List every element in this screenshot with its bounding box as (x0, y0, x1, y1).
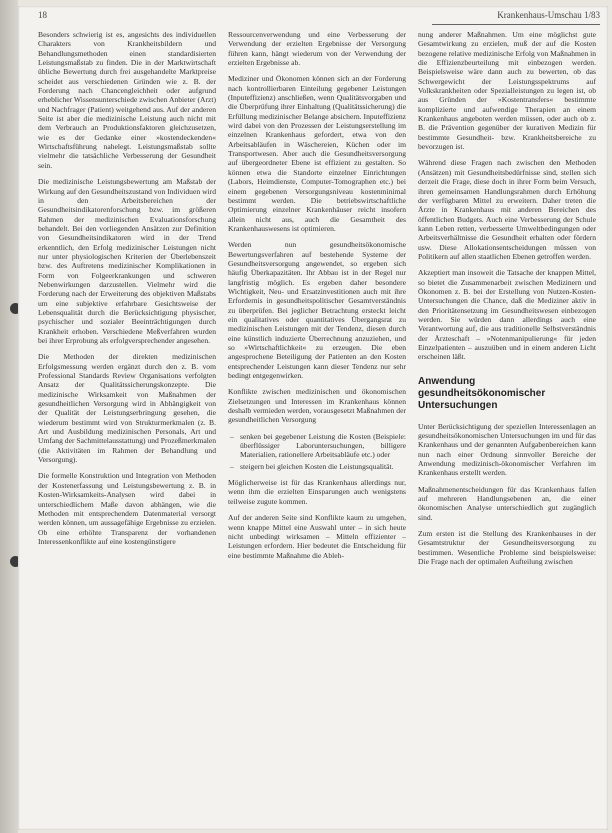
header-rule (432, 24, 600, 25)
bullet-list (228, 432, 406, 471)
binding-gutter (0, 0, 18, 833)
list-item: – steigern bei gleichen Kosten die Leistungsqualität. (240, 462, 406, 471)
text-column-1 (38, 30, 216, 825)
paragraph: Möglicherweise ist für das Krankenhaus allerdings nur, wenn ihm die erzielten Einsparungen auch wenigstens teilweise zugute kommen. (228, 478, 406, 506)
paragraph: Werden nun gesundheitsökonomische Bewertungsverfahren auf bestehende Systeme der Gesundheitsversorgung angewendet, so ergeben sich häufig Überkapazitäten. Ihr Abbau ist in der Regel nur langfristig möglich. Es ergeben daher besondere Wichtigkeit, Neu- und Ersatzinvestitionen auch mit ihre Erfordernis in gesundheitspolitischer Gesamtverständnis zu überprüfen. Bei jeglicher Betrachtung ersteckt leicht ein qualitatives oder quantitatives Übergangsrat zu medizinischen Leistungen mit der Tendenz, diesen durch eine künstlich induzierte Überrechnung anzuziehen, und so »Wirtschaftlichkeit« zu erzeugen. Die eben angesprochene Beteiligung der Patienten an den Kosten entsprechender Leistungen kann dieser Tendenz nur sehr bedingt entgegenwirken. (228, 240, 406, 381)
paragraph: Während diese Fragen nach zwischen den Methoden (Ansätzen) mit Gesundheitsbedürfnisse sind, stellen sich derzeit die Frage, diese doch in ihrer Form beim Versuch, ihren gemeinsamen Handlungsrahmen durch Erhöhung der verfügbaren Mittel zu erweitern. Daher treten die Ärzte in Krankenhaus mit anderen Bereichen des öffentlichen Budgets. Auch eine Verbesserung der Schule kann Leben retten, verbesserte Umweltbedingungen oder Arbeitsverhältnisse die Gesundheit erhalten oder fördern usw. Diese Allokationsentscheidungen müssen von Politikern auf allen staatlichen Ebenen getroffen werden. (418, 158, 596, 261)
paragraph: Akzeptiert man insoweit die Tatsache der knappen Mittel, so bietet die Zusammenarbeit zwischen Medizinern und Ökonomen z. B. bei der Erstellung von Nutzen-Kosten-Untersuchungen die Chance, daß die Mediziner aktiv in den Prioritätensetzung im Gesundheitswesen einbezogen werden. Sie würden dann allerdings auch eine Verantwortung auf, die aus traditionelle Selbstverständnis der Ärzteschaft – »Notenmanipulierung« für jeden Einzelpatienten – auszuüben und in einem anderen Licht erscheinen läßt. (418, 268, 596, 362)
journal-title: Krankenhaus-Umschau 1/83 (497, 10, 600, 20)
paragraph: Zum ersten ist die Stellung des Krankenhauses in der Gesamtstruktur der Gesundheitsversorgung zu bestimmen. Wesentliche Probleme sind beispielsweise: Die Frage nach der optimalen Aufteilung zwischen (418, 529, 596, 567)
paragraph: Auf der anderen Seite sind Konflikte kaum zu umgehen, wenn knappe Mittel eine Auswahl unter – in sich heute nicht unbedingt wirksamen – Mitteln effizienter – Leistungen erfordern. Hier bedeutet die Entscheidung für eine bestimmte Maßnahme die Ableh- (228, 513, 406, 560)
section-heading: Anwendung gesundheitsökonomischer Untersuchungen (418, 375, 546, 411)
paragraph: Konflikte zwischen medizinischen und ökonomischen Zielsetzungen und Interessen im Krankenhaus können deshalb vermieden werden, vorausgesetzt Maßnahmen der gesundheitlichen Versorgung (228, 387, 406, 425)
list-item: – senken bei gegebener Leistung die Kosten (Beispiele: überflüssiger Laboruntersuchungen, billigere Materialien, rationellere Arbeitsabläufe etc.) oder (240, 432, 406, 460)
paragraph: Ressourcenverwendung und eine Verbesserung der Verwendung der erzielten Ergebnisse der Versorgung führen kann, hängt wiederum von der Verwendung der erzielten Ergebnisse ab. (228, 30, 406, 68)
paragraph: Besonders schwierig ist es, angesichts des individuellen Charakters von Krankheitsbildern und Behandlungsmethoden einen standardisierten Leistungsmaßstab zu finden. Die in der Marktwirtschaft übliche Bewertung durch frei ausgehandelte Marktpreise scheidet aus verschiedenen Gründen wie z. B. der Forderung nach Chancengleichheit oder aufgrund erheblicher Wissensunterschiede zwischen Anbieter (Arzt) und Nachfrager (Patient) weitgehend aus. Auf der anderen Seite ist aber die medizinische Leistung auch nicht mit dem Verbrauch an Produktionsfaktoren gleichzusetzen, wie es der Gedanke einer »kostendeckenden« Wirtschaftsführung nahelegt. Leistungsmaßstab sollte vielmehr die tatsächliche Verbesserung der Gesundheit sein. (38, 30, 216, 170)
paragraph: Die Methoden der direkten medizinischen Erfolgsmessung werden ergänzt durch den z. B. vom Professional Standards Review Organisations verfolgten Ansatz der Qualitätssicherungskonzepte. Die medizinische Wirksamkeit von Maßnahmen der gesundheitlichen Versorgung wird in Abhängigkeit von der Qualität der Leistungserbringung gesehen, die wiederum bestimmt wird von Strukturmerkmalen (z. B. Art und Ausbildung medizinischen Personals, Art und Umfang der Sachmittelausstattung) und Prozeßmerkmalen (die Aktivitäten im Rahmen der Behandlung und Versorgung). (38, 352, 216, 465)
paragraph: nung anderer Maßnahmen. Um eine möglichst gute Gesamtwirkung zu erzielen, muß der auf die Kosten bezogene relative medizinische Erfolg von Maßnahmen in die Effizienzbeurteilung mit einbezogen werden. Beispielsweise wäre dann auch zu bewerten, ob das Schwergewicht der Leistungsspektrums auf Volkskrankheiten oder Spezialleistungen zu legen ist, ob aus Gründen der »Kostentransfers« bestimmte komplizierte und aufwendige Therapien an einem Krankenhaus angeboten werden müssen, oder auch ob z. B. die Prävention gegenüber der kurativen Medizin für bestimmte Gesundheit- bzw. Krankheitsbereiche zu bevorzugen ist. (418, 30, 596, 152)
page-header (38, 10, 600, 24)
paragraph: Die medizinische Leistungsbewertung am Maßstab der Wirkung auf den Gesundheitszustand von Individuen wird in den Arbeitsbereichen der Gesundheitsindikatorenforschung bzw. im größeren Rahmen der medizinischen Evaluationsforschung behandelt. Bei den vorliegenden Ansätzen zur Definition von Gesundheitsindikatoren wird in der Trend erkenntlich, den Erfolg medizinischer Leistungen nicht nur unter physiologischen Kriterien der Überlebenszeit bzw. des Auftretens medizinischer Komplikationen in Form von Folgeerkrankungen und schweren Nebenwirkungen darzustellen. Vielmehr wird die Forderung nach der Erweiterung des objektiven Maßstabs um eine subjektive erfahrbare Gesichtsweise der Lebensqualität durch die Berücksichtigung physischer, psychischer und sozialer Beeinträchtigungen durch Krankheit erhoben. Verschiedene Meßverfahren wurden bei ihrer Erprobung als erfolgversprechender angesehen. (38, 177, 216, 345)
text-column-3 (418, 30, 596, 825)
paragraph: Die formelle Konstruktion und Integration von Methoden der Kostenerfassung und Leistungsbewertung z. B. in Kosten-Wirksamkeits-Analysen wird dabei in unterschiedlichem Maße davon abhängen, wie die Methoden mit entsprechendem Datenmaterial versorgt werden können, um aussagefähige Ergebnisse zu erzielen. Ob eine erhöhte Transparenz der vorhandenen Interessenkonflikte auf eine kostengünstigere (38, 471, 216, 546)
paragraph: Mediziner und Ökonomen können sich an der Forderung nach kontrollierbaren Einteilung gegebener Leistungen (Inputeffizienz) anschließen, wenn Qualitätsvorgaben und die Überprüfung ihrer Einhaltung (Qualitätssicherung) die Erfüllung medizinischer Belange absichern. Inputeffizienz wird dabei von den Prozessen der Leistungserstellung im einzelnen Krankenhaus gefordert, etwa von den Arbeitsabläufen in Wäschereien, Küchen oder im Transportwesen. Aber auch die Gesundheitsversorgung auf übergeordneter Ebene ist effizient zu gestalten. So können etwa die Standorte einzelner Einrichtungen (Labors, Heimdienste, Computer-Tomographen etc.) bei einem gegebenen Versorgungsniveau kostenminimal bestimmt werden. Die betriebswirtschaftliche Optimierung einzelner Krankenhäuser reicht insofern allein nicht aus, auch die Gesamtheit des Krankenhauswesens ist optimieren. (228, 74, 406, 233)
paragraph: Unter Berücksichtigung der speziellen Interessenlagen an gesundheitsökonomischen Untersuchungen im und für das Krankenhaus und der genannten Aufgabenbereichen kann nun nach einer Ordnung sinnvoller Bereiche der Anwendung medizinisch-ökonomischer Verfahren im Krankenhaus erstellt werden. (418, 421, 596, 478)
paragraph: Maßnahmenentscheidungen für das Krankenhaus fallen auf mehreren Handlungsebenen an, die einer ökonomischen Analyse unterschiedlich gut zugänglich sind. (418, 484, 596, 522)
page-number: 18 (38, 10, 47, 20)
text-column-2 (228, 30, 406, 825)
